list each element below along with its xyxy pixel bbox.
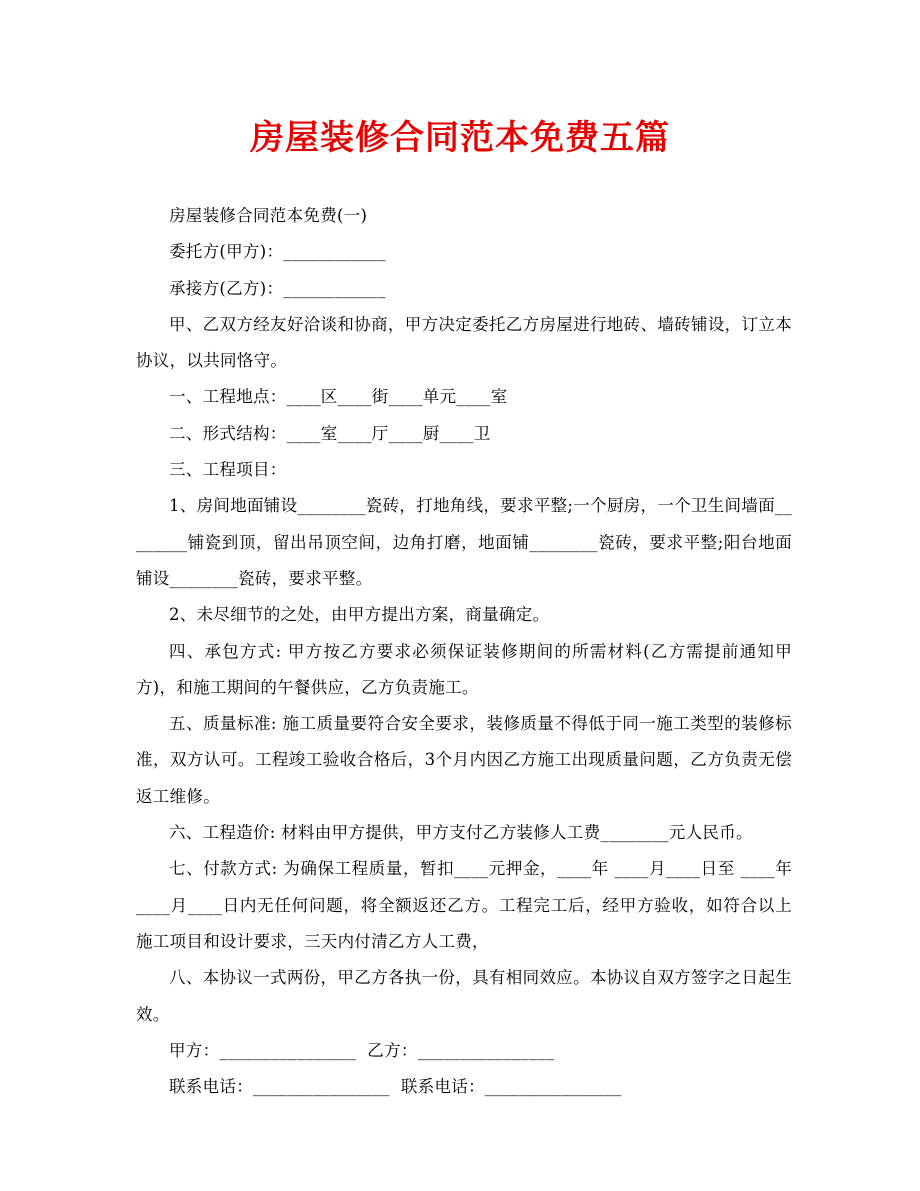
contractor-party-line: 承接方(乙方)：____________	[169, 278, 386, 298]
clause-payment: 七、付款方式: 为确保工程质量，暂扣____元押金，____年 ____月____日至 ____年 ____月____日内无任何问题，将全额返还乙方。工程完工后，经甲方验收，如符合以上施工项目和设计要求，三天内付清乙方人工费，	[136, 859, 792, 951]
phone-line: 联系电话：________________ 联系电话：________________	[169, 1077, 622, 1097]
clause-project-item-1: 1、房间地面铺设________瓷砖，打地角线，要求平整;一个厨房，一个卫生间墙面________铺瓷到顶，留出吊顶空间，边角打磨，地面铺________瓷砖，要求平整;阳台地面铺设________瓷砖，要求平整。	[136, 496, 792, 588]
clause-cost: 六、工程造价: 材料由甲方提供，甲方支付乙方装修人工费________元人民币。	[169, 823, 753, 843]
signature-line: 甲方：________________ 乙方：________________	[169, 1040, 555, 1060]
clause-contract-method: 四、承包方式: 甲方按乙方要求必须保证装修期间的所需材料(乙方需提前通知甲方)，和施工期间的午餐供应，乙方负责施工。	[136, 641, 792, 697]
clause-project-heading: 三、工程项目：	[169, 460, 287, 480]
clause-copies: 八、本协议一式两份，甲乙方各执一份，具有相同效应。本协议自双方签字之日起生效。	[136, 968, 792, 1024]
document-body	[136, 198, 792, 1105]
clause-structure: 二、形式结构：____室____厅____厨____卫	[169, 423, 491, 443]
clause-quality-standard: 五、质量标准: 施工质量要符合安全要求，装修质量不得低于同一施工类型的装修标准，双方认可。工程竣工验收合格后，3个月内因乙方施工出现质量问题，乙方负责无偿返工维修。	[136, 714, 792, 806]
clause-project-item-2: 2、未尽细节的之处，由甲方提出方案，商量确定。	[169, 605, 550, 625]
agreement-intro: 甲、乙双方经友好洽谈和协商，甲方决定委托乙方房屋进行地砖、墙砖铺设，订立本协议，以共同恪守。	[136, 314, 792, 371]
clause-location: 一、工程地点：____区____街____单元____室	[169, 387, 508, 407]
client-party-line: 委托方(甲方)：____________	[169, 242, 386, 262]
section-heading: 房屋装修合同范本免费(一)	[169, 206, 368, 225]
document-title: 房屋装修合同范本免费五篇	[250, 118, 670, 158]
